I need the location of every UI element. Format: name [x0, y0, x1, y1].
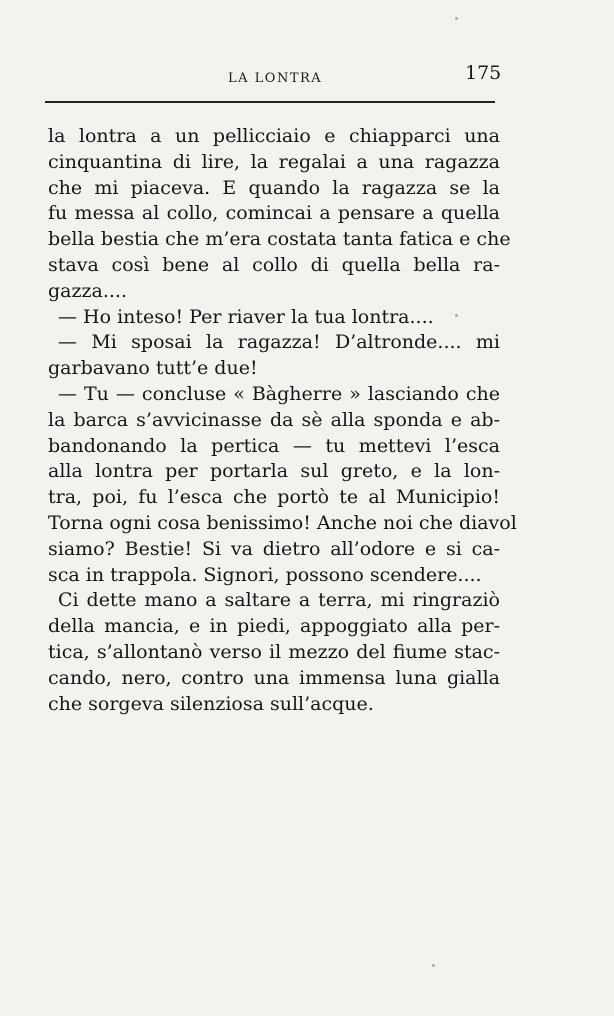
header-rule	[45, 101, 495, 103]
text-line: alla lontra per portarla sul greto, e la lon-	[48, 460, 500, 483]
text-line: Ci dette mano a saltare a terra, mi ringraziò	[58, 589, 500, 612]
text-line: bandonando la pertica — tu mettevi l’esca	[48, 434, 500, 457]
page-number: 175	[465, 62, 502, 84]
text-line: stava così bene al collo di quella bella ra-	[48, 253, 500, 276]
text-line: bella bestia che m’era costata tanta fatica e che	[48, 228, 511, 251]
body-text	[48, 124, 517, 717]
text-line: cando, nero, contro una immensa luna gialla	[48, 666, 500, 689]
text-line: — Mi sposai la ragazza! D’altronde.... mi	[58, 331, 500, 354]
text-line: — Ho inteso! Per riaver la tua lontra....	[58, 305, 434, 328]
text-line: cinquantina di lire, la regalai a una ragazza	[48, 150, 500, 173]
text-line: tra, poi, fu l’esca che portò te al Municipio!	[48, 486, 500, 509]
text-line: fu messa al collo, comincai a pensare a quella	[48, 202, 500, 225]
text-line: che mi piaceva. E quando la ragazza se la	[48, 176, 500, 199]
scan-speck	[432, 964, 435, 967]
text-line: sca in trappola. Signori, possono scendere....	[48, 563, 482, 586]
text-line: la lontra a un pellicciaio e chiapparci una	[48, 125, 500, 147]
text-line: della mancia, e in piedi, appoggiato alla per-	[48, 615, 500, 638]
text-line: siamo? Bestie! Si va dietro all’odore e si ca-	[48, 537, 500, 560]
scan-speck	[455, 314, 458, 317]
text-line: garbavano tutt’e due!	[48, 357, 258, 380]
text-line: la barca s’avvicinasse da sè alla sponda e ab-	[48, 408, 500, 431]
text-line: gazza....	[48, 279, 127, 302]
text-line: — Tu — concluse « Bàgherre » lasciando che	[58, 382, 500, 405]
text-line: Torna ogni cosa benissimo! Anche noi che diavol	[48, 511, 517, 534]
text-line: tica, s’allontanò verso il mezzo del fiume stac-	[48, 640, 500, 663]
scan-speck	[455, 17, 458, 20]
text-line: che sorgeva silenziosa sull’acque.	[48, 692, 374, 715]
running-title: LA LONTRA	[228, 71, 323, 86]
